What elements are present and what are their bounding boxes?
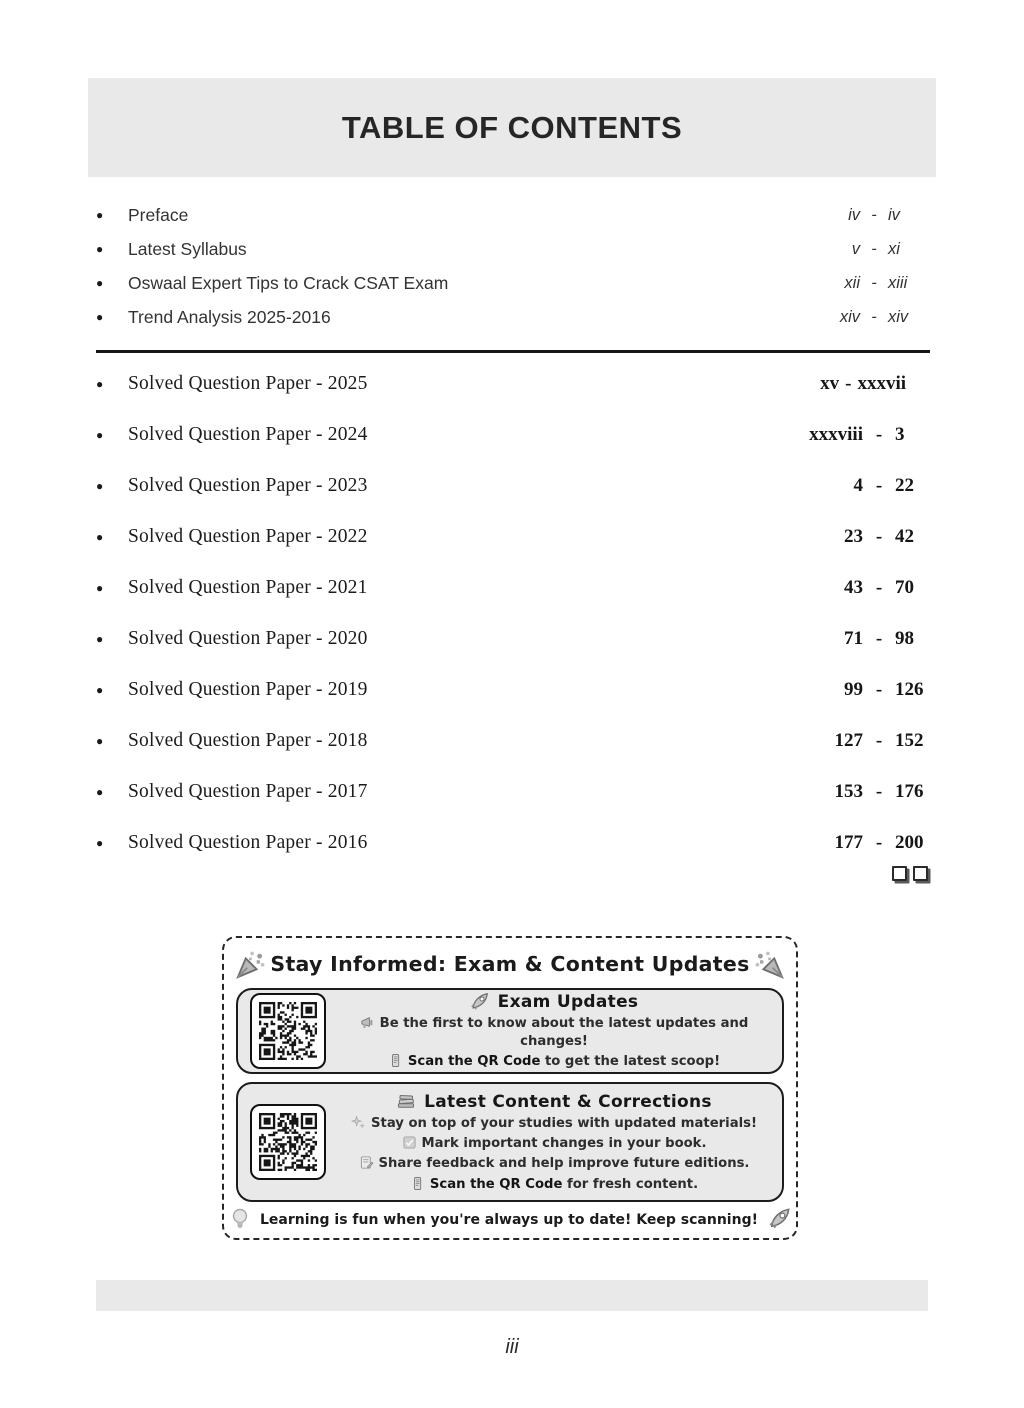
line-text: Stay on top of your studies with updated materials! (371, 1115, 757, 1131)
range-start: 71 (844, 628, 863, 649)
line-text: Be the first to know about the latest updates and changes! (379, 1016, 749, 1049)
toc-row (96, 626, 928, 652)
toc-row (96, 422, 928, 448)
range-separator: - (875, 628, 883, 649)
range-separator: - (875, 526, 883, 547)
range-end: 176 (895, 781, 924, 802)
toc-row (96, 728, 928, 754)
page-range (783, 832, 928, 854)
update-line (336, 1176, 772, 1194)
square-icon (913, 866, 928, 881)
range-start: 177 (834, 832, 863, 853)
toc-entry-label: Solved Question Paper - 2016 (128, 832, 368, 853)
range-end: 126 (895, 679, 924, 700)
exam-updates-heading (336, 991, 772, 1012)
party-popper-icon (236, 949, 266, 979)
range-separator: - (871, 307, 877, 326)
range-separator: - (845, 373, 852, 394)
bullet-icon: ● (96, 734, 104, 748)
range-end: xxxvii (857, 373, 906, 394)
latest-content-heading (336, 1091, 772, 1112)
toc-entry-label: Solved Question Paper - 2020 (128, 628, 368, 649)
page-range (820, 373, 928, 395)
toc-row (96, 524, 928, 550)
bullet-icon: ● (96, 683, 104, 697)
range-end: 200 (895, 832, 924, 853)
solved-papers-list (96, 371, 928, 881)
range-separator: - (875, 577, 883, 598)
square-icon (892, 866, 907, 881)
stay-informed-box (222, 936, 798, 1240)
smartphone-icon (410, 1176, 425, 1191)
range-end: xi (888, 239, 900, 258)
stay-informed-header (236, 946, 784, 982)
range-separator: - (871, 239, 877, 258)
line-bold-text: Scan the QR Code (407, 1054, 541, 1070)
range-start: xv (820, 373, 840, 394)
toc-row (96, 237, 928, 261)
update-line (336, 1115, 772, 1133)
page-title: TABLE OF CONTENTS (341, 109, 683, 145)
line-text: Mark important changes in your book. (421, 1135, 707, 1151)
page-range (800, 308, 928, 327)
megaphone-icon (360, 1015, 375, 1030)
range-start: xii (844, 273, 860, 292)
front-matter-list (96, 203, 928, 339)
range-end: 152 (895, 730, 924, 751)
toc-entry-label: Solved Question Paper - 2022 (128, 526, 368, 547)
toc-entry-label: Oswaal Expert Tips to Crack CSAT Exam (128, 272, 449, 293)
toc-entry-label: Solved Question Paper - 2024 (128, 424, 368, 445)
toc-row (96, 575, 928, 601)
toc-entry-label: Solved Question Paper - 2017 (128, 781, 368, 802)
rocket-icon (470, 991, 490, 1011)
toc-row (96, 271, 928, 295)
toc-row (96, 371, 928, 397)
range-separator: - (875, 424, 883, 445)
range-start: 127 (834, 730, 863, 751)
range-end: 3 (895, 424, 905, 445)
update-line (336, 1053, 772, 1071)
range-end: 70 (895, 577, 914, 598)
range-separator: - (875, 730, 883, 751)
bullet-icon: ● (96, 530, 104, 544)
page-header-banner (88, 78, 936, 177)
bullet-icon: ● (96, 581, 104, 595)
range-start: 23 (844, 526, 863, 547)
bullet-icon: ● (96, 836, 104, 850)
bullet-icon: ● (96, 276, 104, 290)
range-end: 42 (895, 526, 914, 547)
toc-entry-label: Solved Question Paper - 2019 (128, 679, 368, 700)
page-range (800, 240, 928, 259)
line-text: Share feedback and help improve future editions. (378, 1156, 750, 1172)
toc-entry-label: Trend Analysis 2025-2016 (128, 306, 331, 327)
toc-entry-label: Solved Question Paper - 2018 (128, 730, 368, 751)
bullet-icon: ● (96, 785, 104, 799)
bullet-icon: ● (96, 632, 104, 646)
heading-text: Exam Updates (497, 992, 639, 1013)
update-line (336, 1155, 772, 1173)
toc-row (96, 203, 928, 227)
bullet-icon: ● (96, 428, 104, 442)
page-range (783, 781, 928, 803)
line-text: for fresh content. (562, 1176, 699, 1192)
bullet-icon: ● (96, 310, 104, 324)
rocket-icon (768, 1206, 792, 1230)
page-range (783, 424, 928, 446)
page-range (783, 577, 928, 599)
qr-code-frame (250, 993, 326, 1069)
range-separator: - (875, 832, 883, 853)
page-range (800, 206, 928, 225)
party-popper-icon (754, 949, 784, 979)
footer-text: Learning is fun when you're always up to date! Keep scanning! (260, 1212, 758, 1228)
latest-content-card (236, 1082, 784, 1202)
range-start: iv (848, 205, 860, 224)
smartphone-icon (388, 1053, 403, 1068)
qr-code (259, 1002, 317, 1060)
range-start: 4 (853, 475, 863, 496)
range-start: xxxviii (809, 424, 863, 445)
page-range (783, 526, 928, 548)
range-start: 43 (844, 577, 863, 598)
stay-informed-footer (224, 1206, 796, 1231)
page-range (783, 730, 928, 752)
range-separator: - (875, 679, 883, 700)
toc-row (96, 305, 928, 329)
line-text: to get the latest scoop! (540, 1054, 721, 1070)
qr-code (259, 1113, 317, 1171)
heading-text: Latest Content & Corrections (424, 1091, 712, 1112)
page-footer-bar (96, 1280, 928, 1311)
exam-updates-content (336, 991, 772, 1071)
memo-pencil-icon (359, 1155, 374, 1170)
end-of-list-marks (96, 866, 928, 881)
range-separator: - (871, 273, 877, 292)
toc-entry-label: Latest Syllabus (128, 238, 247, 259)
page-range (783, 679, 928, 701)
bullet-icon: ● (96, 208, 104, 222)
stay-informed-title: Stay Informed: Exam & Content Updates (270, 952, 750, 976)
bullet-icon: ● (96, 377, 104, 391)
range-end: xiv (888, 307, 909, 326)
page-range (783, 628, 928, 650)
lightbulb-icon (228, 1207, 252, 1231)
toc-entry-label: Preface (128, 204, 189, 225)
section-divider (96, 350, 930, 353)
toc-row (96, 473, 928, 499)
toc-row (96, 830, 928, 856)
range-start: 153 (834, 781, 863, 802)
update-line (336, 1135, 772, 1153)
toc-entry-label: Solved Question Paper - 2023 (128, 475, 368, 496)
check-mark-icon (402, 1135, 417, 1150)
range-end: 22 (895, 475, 914, 496)
books-icon (396, 1091, 416, 1111)
page-range (783, 475, 928, 497)
qr-code-frame (250, 1104, 326, 1180)
range-start: v (851, 239, 860, 258)
page-range (800, 274, 928, 293)
range-separator: - (875, 475, 883, 496)
range-end: iv (888, 205, 900, 224)
range-separator: - (871, 205, 877, 224)
toc-row (96, 779, 928, 805)
line-bold-text: Scan the QR Code (429, 1176, 563, 1192)
bullet-icon: ● (96, 479, 104, 493)
range-start: 99 (844, 679, 863, 700)
range-end: xiii (888, 273, 908, 292)
toc-entry-label: Solved Question Paper - 2025 (128, 373, 368, 394)
range-start: xiv (839, 307, 860, 326)
exam-updates-card (236, 988, 784, 1074)
toc-row (96, 677, 928, 703)
bullet-icon: ● (96, 242, 104, 256)
update-line (336, 1015, 772, 1051)
range-separator: - (875, 781, 883, 802)
range-end: 98 (895, 628, 914, 649)
toc-entry-label: Solved Question Paper - 2021 (128, 577, 368, 598)
latest-content-content (336, 1091, 772, 1194)
page-number: iii (505, 1336, 519, 1358)
sparkles-icon (351, 1115, 366, 1130)
